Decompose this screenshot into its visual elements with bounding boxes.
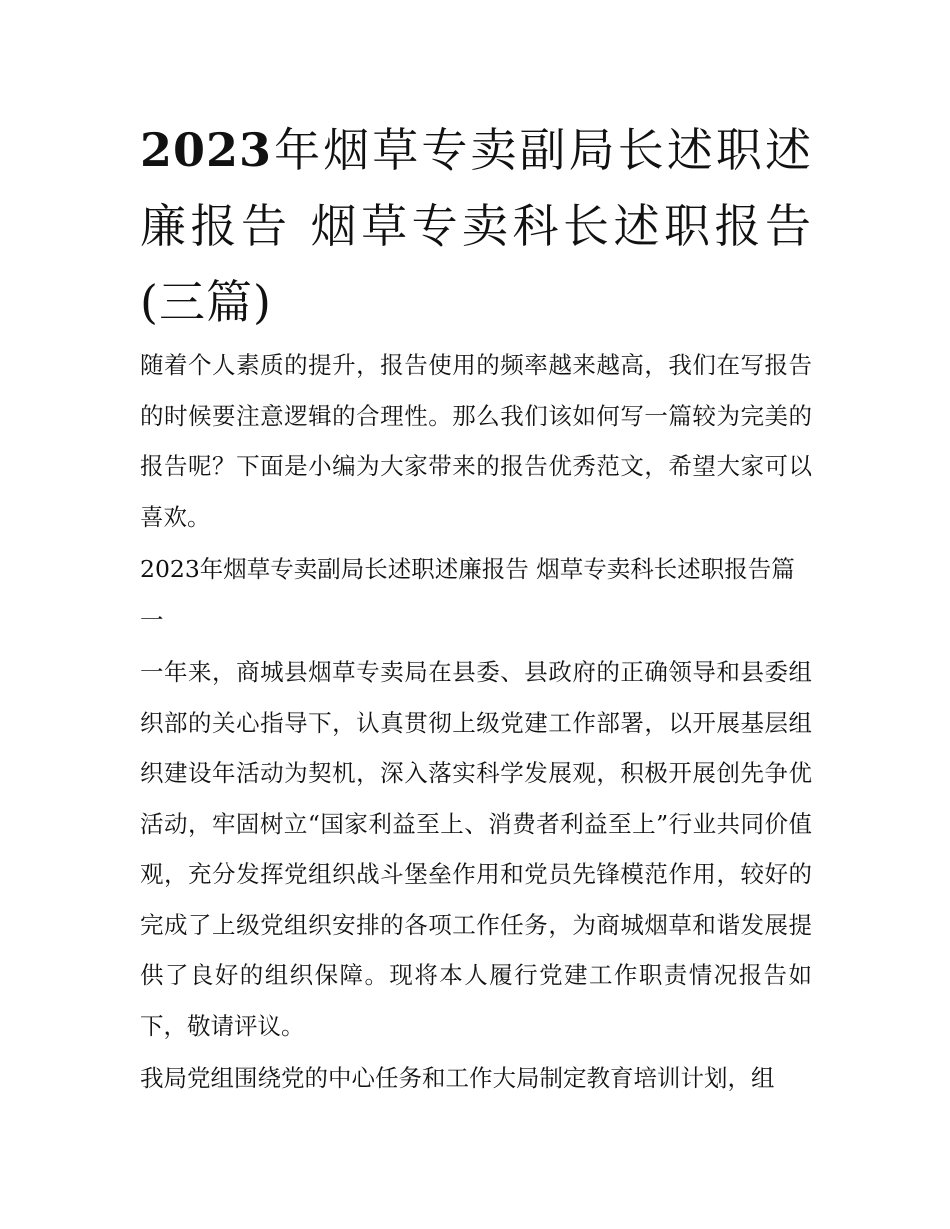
title-year: 2023 bbox=[140, 123, 273, 177]
body-paragraph: 一年来，商城县烟草专卖局在县委、县政府的正确领导和县委组织部的关心指导下，认真贯彻上级党建工作部署，以开展基层组织建设年活动为契机，深入落实科学发展观，积极开展创先争优活动，牢固树立“国家利益至上、消费者利益至上”行业共同价值观，充分发挥党组织战斗堡垒作用和党员先锋模范作用，较好的完成了上级党组织安排的各项工作任务，为商城烟草和谐发展提供了良好的组织保障。现将本人履行党建工作职责情况报告如下，敬请评议。 bbox=[140, 658, 812, 1040]
title-text: 年烟草专卖副局长述职述廉报告 烟草专卖科长述职报告(三篇) bbox=[140, 123, 812, 329]
section-heading: 2023年烟草专卖副局长述职述廉报告 烟草专卖科长述职报告篇一 bbox=[140, 555, 795, 634]
document-body bbox=[140, 112, 812, 1106]
document-title bbox=[140, 112, 812, 340]
intro-paragraph: 随着个人素质的提升，报告使用的频率越来越高，我们在写报告的时候要注意逻辑的合理性。那么我们该如何写一篇较为完美的报告呢？下面是小编为大家带来的报告优秀范文，希望大家可以喜欢。 bbox=[140, 351, 812, 531]
body-paragraph-continued: 我局党组围绕党的中心任务和工作大局制定教育培训计划，组 bbox=[140, 1064, 775, 1092]
